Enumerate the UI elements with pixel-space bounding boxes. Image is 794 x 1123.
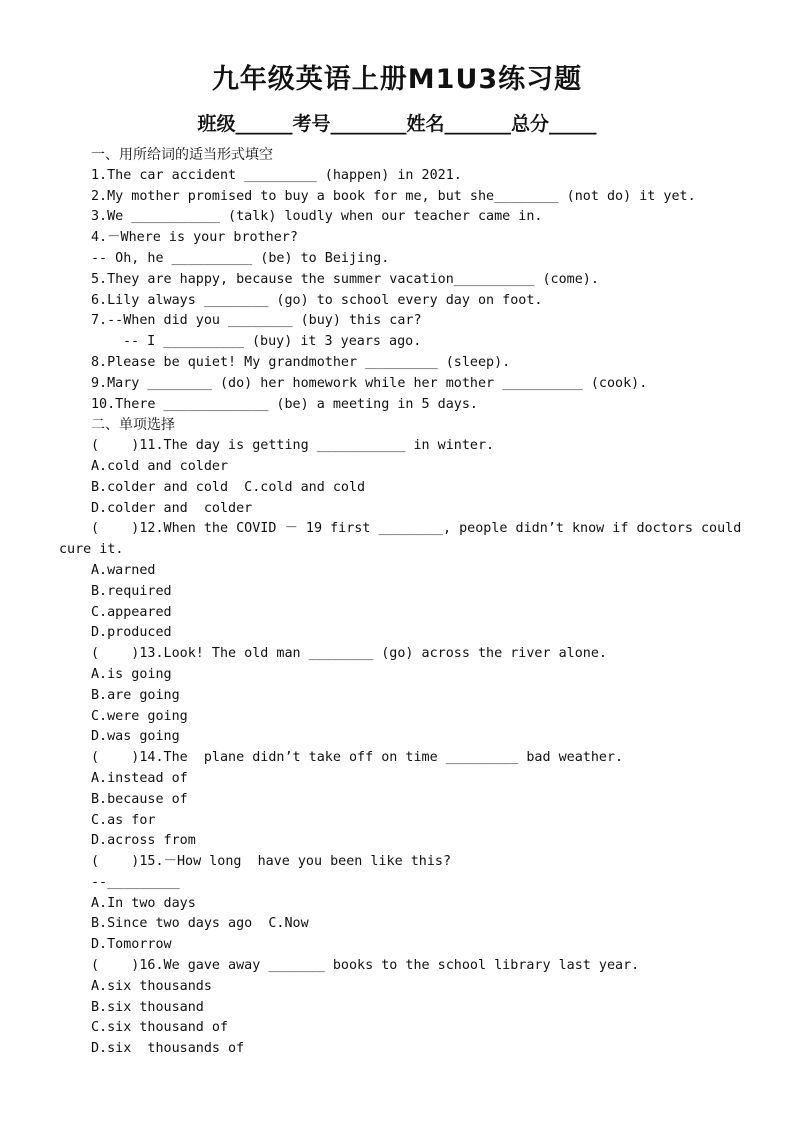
mc-16-option-b: B.six thousand bbox=[91, 999, 204, 1015]
mc-13-option-b: B.are going bbox=[91, 687, 180, 703]
fill-question-4-reply: -- Oh, he __________ (be) to Beijing. bbox=[91, 250, 390, 266]
fill-question-6: 6.Lily always ________ (go) to school every day on foot. bbox=[91, 292, 543, 308]
mc-question-14: ( )14.The plane didn’t take off on time _________ bad weather. bbox=[91, 750, 624, 766]
fill-question-8: 8.Please be quiet! My grandmother _________ (sleep). bbox=[91, 354, 511, 370]
mc-14-option-a: A.instead of bbox=[91, 770, 188, 786]
fill-question-7: 7.--When did you ________ (buy) this car? bbox=[91, 313, 422, 329]
mc-11-option-d: D.colder and colder bbox=[91, 500, 253, 516]
mc-14-option-b: B.because of bbox=[91, 791, 188, 807]
mc-12-option-b: B.required bbox=[91, 583, 172, 599]
student-info-line: 班级______考号________姓名_______总分_____ bbox=[197, 113, 597, 135]
page-title: 九年级英语上册M1U3练习题 bbox=[211, 64, 583, 95]
mc-12-option-a: A.warned bbox=[91, 562, 156, 578]
mc-13-option-c: C.were going bbox=[91, 708, 188, 724]
fill-question-9: 9.Mary ________ (do) her homework while her mother __________ (cook). bbox=[91, 375, 648, 391]
mc-12-option-c: C.appeared bbox=[91, 604, 172, 620]
mc-13-option-d: D.was going bbox=[91, 729, 180, 745]
fill-question-7-reply: -- I __________ (buy) it 3 years ago. bbox=[123, 334, 422, 350]
mc-13-option-a: A.is going bbox=[91, 666, 172, 682]
fill-question-4: 4.－Where is your brother? bbox=[91, 230, 298, 246]
fill-question-3: 3.We ___________ (talk) loudly when our teacher came in. bbox=[91, 209, 543, 225]
mc-11-option-a: A.cold and colder bbox=[91, 458, 229, 474]
section-heading-multiple-choice: 二、单项选择 bbox=[91, 417, 175, 434]
mc-question-16: ( )16.We gave away _______ books to the school library last year. bbox=[91, 958, 640, 974]
fill-question-1: 1.The car accident _________ (happen) in 2021. bbox=[91, 167, 462, 183]
section-heading-fill-in: 一、用所给词的适当形式填空 bbox=[91, 147, 273, 163]
mc-question-12: ( )12.When the COVID － 19 first ________, people didn’t know if doctors could bbox=[91, 521, 742, 537]
mc-16-option-d: D.six thousands of bbox=[91, 1041, 245, 1057]
mc-12-option-d: D.produced bbox=[91, 625, 172, 641]
mc-15-option-d: D.Tomorrow bbox=[91, 937, 172, 953]
mc-16-option-c: C.six thousand of bbox=[91, 1020, 229, 1036]
mc-question-12-continued: cure it. bbox=[59, 542, 124, 558]
mc-16-option-a: A.six thousands bbox=[91, 978, 212, 994]
mc-15-answer-blank: --_________ bbox=[91, 874, 180, 890]
worksheet-content bbox=[59, 145, 759, 1060]
mc-15-option-a: A.In two days bbox=[91, 895, 196, 911]
fill-question-2: 2.My mother promised to buy a book for me, but she________ (not do) it yet. bbox=[91, 188, 696, 204]
mc-11-option-b-c: B.colder and cold C.cold and cold bbox=[91, 479, 366, 495]
mc-14-option-d: D.across from bbox=[91, 833, 196, 849]
mc-question-11: ( )11.The day is getting ___________ in winter. bbox=[91, 438, 495, 454]
fill-question-5: 5.They are happy, because the summer vacation__________ (come). bbox=[91, 271, 599, 287]
mc-question-13: ( )13.Look! The old man ________ (go) across the river alone. bbox=[91, 646, 607, 662]
mc-15-option-b-c: B.Since two days ago C.Now bbox=[91, 916, 309, 932]
mc-14-option-c: C.as for bbox=[91, 812, 156, 828]
fill-question-10: 10.There _____________ (be) a meeting in 5 days. bbox=[91, 396, 478, 412]
mc-question-15: ( )15.－How long have you been like this? bbox=[91, 854, 452, 870]
